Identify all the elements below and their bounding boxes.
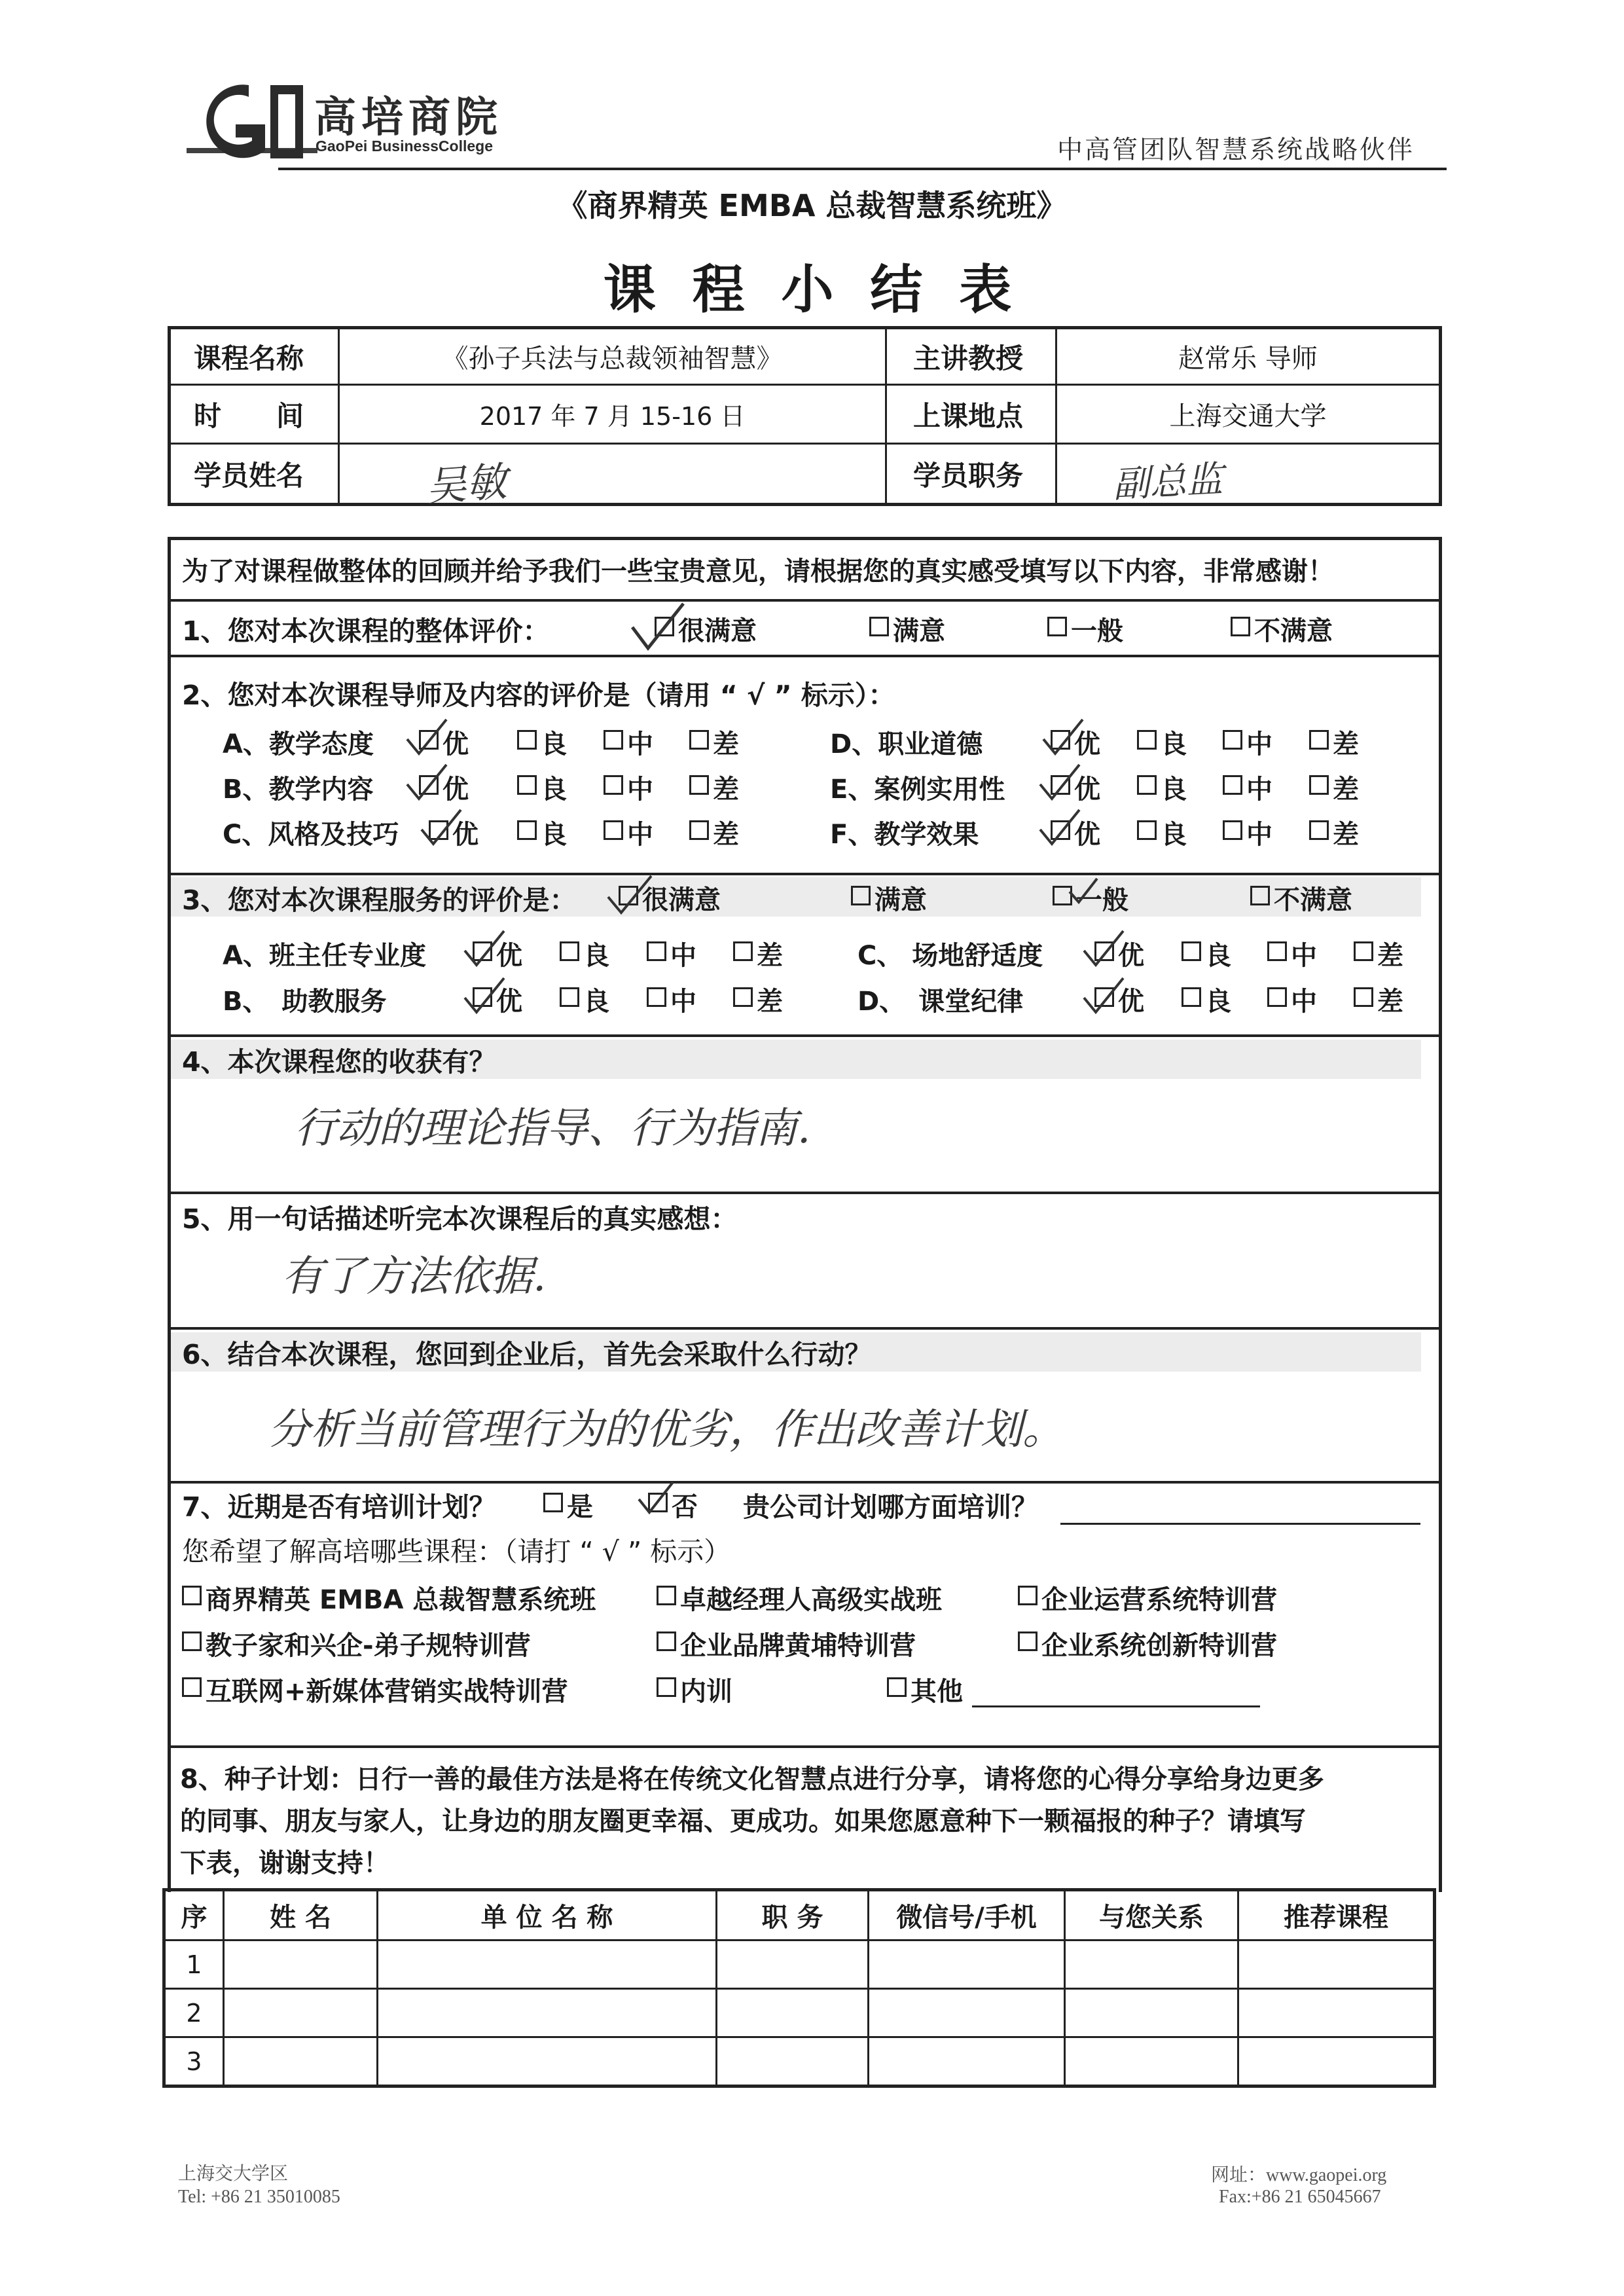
check-mark-icon — [1067, 876, 1100, 906]
q2-f-grade-medium[interactable]: 中 — [1223, 814, 1272, 850]
course-name-value: 《孙子兵法与总裁领袖智慧》 — [442, 344, 783, 374]
q3-c-grade-good[interactable]: 良 — [1182, 935, 1231, 972]
course-option-operations[interactable]: 企业运营系统特训营 — [1018, 1579, 1277, 1616]
q3-option-average[interactable]: 一般 — [1053, 879, 1128, 916]
table-row-index: 3 — [186, 2047, 202, 2076]
time-label: 时 间 — [194, 399, 304, 432]
q2-item-a-label: A、教学态度 — [223, 729, 374, 759]
q7-label: 7、近期是否有培训计划？ — [182, 1491, 496, 1523]
teacher-label: 主讲教授 — [913, 342, 1024, 374]
q2-item-c-label: C、风格及技巧 — [223, 819, 399, 850]
q2-a-grade-excellent[interactable]: 优 — [419, 723, 469, 760]
q2-label: 2、您对本次课程导师及内容的评价是（请用 “ √ ” 标示）： — [182, 679, 895, 711]
q2-item-b-label: B、教学内容 — [223, 774, 374, 805]
student-name-value[interactable]: 吴敏 — [424, 457, 509, 511]
course-option-innovation[interactable]: 企业系统创新特训营 — [1018, 1625, 1277, 1662]
col-header-wechat: 微信号/手机 — [896, 1903, 1037, 1933]
slogan: 中高管团队智慧系统战略伙伴 — [1057, 136, 1415, 165]
table-row-index: 2 — [186, 1998, 202, 2028]
intro-text: 为了对课程做整体的回顾并给予我们一些宝贵意见，请根据您的真实感受填写以下内容，非常感谢！ — [182, 556, 1334, 587]
q1-option-unsatisfied[interactable]: 不满意 — [1231, 610, 1333, 647]
q2-item-d-label: D、职业道德 — [830, 729, 983, 759]
teacher-value: 赵常乐 导师 — [1178, 344, 1318, 374]
check-mark-icon — [405, 717, 450, 757]
q2-b-grade-good[interactable]: 良 — [517, 769, 567, 805]
q8-line2: 的同事、朋友与家人，让身边的朋友圈更幸福、更成功。如果您愿意种下一颗福报的种子？请填写 — [180, 1806, 1306, 1836]
q3-c-grade-poor[interactable]: 差 — [1354, 935, 1403, 972]
check-mark-icon — [1081, 975, 1127, 1016]
q3-item-a-label: A、班主任专业度 — [223, 940, 426, 971]
q2-b-grade-poor[interactable]: 差 — [689, 769, 739, 805]
q2-item-e-label: E、案例实用性 — [830, 774, 1005, 805]
check-mark-icon — [1038, 762, 1083, 803]
check-mark-icon — [405, 762, 450, 803]
q3-option-satisfied[interactable]: 满意 — [851, 879, 927, 916]
time-value: 2017 年 7 月 15-16 日 — [479, 402, 746, 431]
check-mark-icon — [1041, 717, 1087, 757]
q2-d-grade-medium[interactable]: 中 — [1223, 723, 1272, 760]
q2-c-grade-poor[interactable]: 差 — [689, 814, 739, 850]
col-header-name: 姓 名 — [270, 1903, 331, 1933]
q7-company-label: 贵公司计划哪方面培训？ — [743, 1491, 1038, 1523]
q2-a-grade-medium[interactable]: 中 — [604, 723, 653, 760]
course-name-label: 课程名称 — [194, 342, 304, 374]
q2-e-grade-good[interactable]: 良 — [1137, 769, 1187, 805]
q2-a-grade-poor[interactable]: 差 — [689, 723, 739, 760]
q3-d-grade-medium[interactable]: 中 — [1267, 981, 1317, 1017]
footer-campus: 上海交大学区 — [178, 2164, 289, 2184]
q1-option-average[interactable]: 一般 — [1047, 610, 1123, 647]
course-option-internet[interactable]: 互联网+新媒体营销实战特训营 — [182, 1671, 568, 1707]
course-option-inhouse[interactable]: 内训 — [657, 1671, 732, 1707]
form-title: 课 程 小 结 表 — [603, 259, 1021, 320]
q2-d-grade-excellent[interactable]: 优 — [1051, 723, 1100, 760]
q3-item-b-label: B、 助教服务 — [223, 986, 387, 1017]
footer-tel: Tel: +86 21 35010085 — [178, 2187, 340, 2207]
q5-label: 5、用一句话描述听完本次课程后的真实感想： — [182, 1203, 738, 1235]
q6-answer[interactable]: 分析当前管理行为的优劣，作出改善计划。 — [268, 1406, 1064, 1454]
student-position-value[interactable]: 副总监 — [1111, 458, 1224, 507]
logo-subtitle: GaoPei BusinessCollege — [316, 137, 493, 155]
q1-option-very-satisfied[interactable]: 很满意 — [655, 610, 757, 647]
q7-company-input[interactable] — [1060, 1523, 1420, 1525]
course-option-emba[interactable]: 商界精英 EMBA 总裁智慧系统班 — [182, 1579, 596, 1616]
q7-wish-label: 您希望了解高培哪些课程：（请打 “ √ ” 标示） — [182, 1535, 731, 1567]
q2-e-grade-medium[interactable]: 中 — [1223, 769, 1272, 805]
table-row-index: 1 — [186, 1950, 202, 1979]
q3-a-grade-medium[interactable]: 中 — [647, 935, 696, 972]
q3-c-grade-medium[interactable]: 中 — [1267, 935, 1317, 972]
col-header-position: 职 务 — [761, 1903, 823, 1933]
q6-label: 6、结合本次课程，您回到企业后，首先会采取什么行动？ — [182, 1338, 872, 1370]
check-mark-icon — [628, 601, 687, 653]
q3-b-grade-excellent[interactable]: 优 — [473, 981, 522, 1017]
q3-label: 3、您对本次课程服务的评价是： — [182, 884, 577, 916]
q2-c-grade-medium[interactable]: 中 — [604, 814, 653, 850]
place-value: 上海交通大学 — [1169, 401, 1327, 431]
q3-d-grade-excellent[interactable]: 优 — [1094, 981, 1144, 1017]
q7-option-no[interactable]: 否 — [648, 1486, 698, 1523]
col-header-index: 序 — [181, 1903, 208, 1933]
q3-a-grade-good[interactable]: 良 — [560, 935, 609, 972]
q3-item-c-label: C、 场地舒适度 — [857, 940, 1043, 971]
q2-c-grade-excellent[interactable]: 优 — [429, 814, 478, 850]
q2-f-grade-poor[interactable]: 差 — [1309, 814, 1359, 850]
other-course-input[interactable] — [972, 1705, 1260, 1707]
q4-label: 4、本次课程您的收获有？ — [182, 1046, 496, 1078]
q2-e-grade-poor[interactable]: 差 — [1309, 769, 1359, 805]
check-mark-icon — [419, 807, 465, 848]
q2-d-grade-poor[interactable]: 差 — [1309, 723, 1359, 760]
q3-option-unsatisfied[interactable]: 不满意 — [1250, 879, 1352, 916]
q8-line3: 下表，谢谢支持！ — [180, 1848, 389, 1878]
q3-option-very-satisfied[interactable]: 很满意 — [619, 879, 721, 916]
q2-f-grade-excellent[interactable]: 优 — [1051, 814, 1100, 850]
q3-b-grade-good[interactable]: 良 — [560, 981, 609, 1017]
q3-d-grade-poor[interactable]: 差 — [1354, 981, 1403, 1017]
course-option-other[interactable]: 其他 — [887, 1671, 963, 1707]
check-mark-icon — [462, 928, 508, 969]
q2-c-grade-good[interactable]: 良 — [517, 814, 567, 850]
check-mark-icon — [605, 873, 655, 917]
q2-f-grade-good[interactable]: 良 — [1137, 814, 1187, 850]
check-mark-icon — [1081, 928, 1127, 969]
place-label: 上课地点 — [913, 399, 1024, 432]
check-mark-icon — [462, 975, 508, 1016]
q2-d-grade-good[interactable]: 良 — [1137, 723, 1187, 760]
col-header-relation: 与您关系 — [1099, 1903, 1204, 1933]
logo-title: 高培商院 — [314, 94, 503, 142]
q4-answer[interactable]: 行动的理论指导、行为指南. — [295, 1104, 811, 1153]
q8-line1: 8、种子计划：日行一善的最佳方法是将在传统文化智慧点进行分享，请将您的心得分享给身边更多 — [180, 1764, 1324, 1795]
logo-icon — [187, 79, 317, 164]
student-name-label: 学员姓名 — [194, 459, 304, 492]
col-header-course: 推荐课程 — [1284, 1903, 1388, 1933]
col-header-company: 单 位 名 称 — [480, 1903, 613, 1933]
check-mark-icon — [636, 1480, 676, 1516]
q1-option-satisfied[interactable]: 满意 — [869, 610, 945, 647]
q2-a-grade-good[interactable]: 良 — [517, 723, 567, 760]
q3-a-grade-excellent[interactable]: 优 — [473, 935, 522, 972]
q3-c-grade-excellent[interactable]: 优 — [1094, 935, 1144, 972]
q2-item-f-label: F、教学效果 — [830, 819, 979, 850]
q3-b-grade-poor[interactable]: 差 — [733, 981, 783, 1017]
q5-answer[interactable]: 有了方法依据. — [281, 1252, 547, 1301]
q3-a-grade-poor[interactable]: 差 — [733, 935, 783, 972]
q2-e-grade-excellent[interactable]: 优 — [1051, 769, 1100, 805]
check-mark-icon — [1038, 807, 1083, 848]
program-title: 《商界精英 EMBA 总裁智慧系统班》 — [557, 188, 1067, 223]
footer-fax: Fax:+86 21 65045667 — [1219, 2187, 1381, 2207]
q3-b-grade-medium[interactable]: 中 — [647, 981, 696, 1017]
q3-item-d-label: D、 课堂纪律 — [857, 986, 1024, 1017]
student-position-label: 学员职务 — [913, 459, 1024, 492]
footer-website[interactable]: 网址：www.gaopei.org — [1211, 2165, 1387, 2185]
course-option-brand[interactable]: 企业品牌黄埔特训营 — [657, 1625, 916, 1662]
course-option-manager[interactable]: 卓越经理人高级实战班 — [657, 1579, 942, 1616]
q7-option-yes[interactable]: 是 — [543, 1486, 593, 1523]
course-option-dizigui[interactable]: 教子家和兴企-弟子规特训营 — [182, 1625, 531, 1662]
q1-label: 1、您对本次课程的整体评价： — [182, 615, 550, 647]
q2-b-grade-medium[interactable]: 中 — [604, 769, 653, 805]
q3-d-grade-good[interactable]: 良 — [1182, 981, 1231, 1017]
q2-b-grade-excellent[interactable]: 优 — [419, 769, 469, 805]
header-divider — [278, 168, 1447, 170]
